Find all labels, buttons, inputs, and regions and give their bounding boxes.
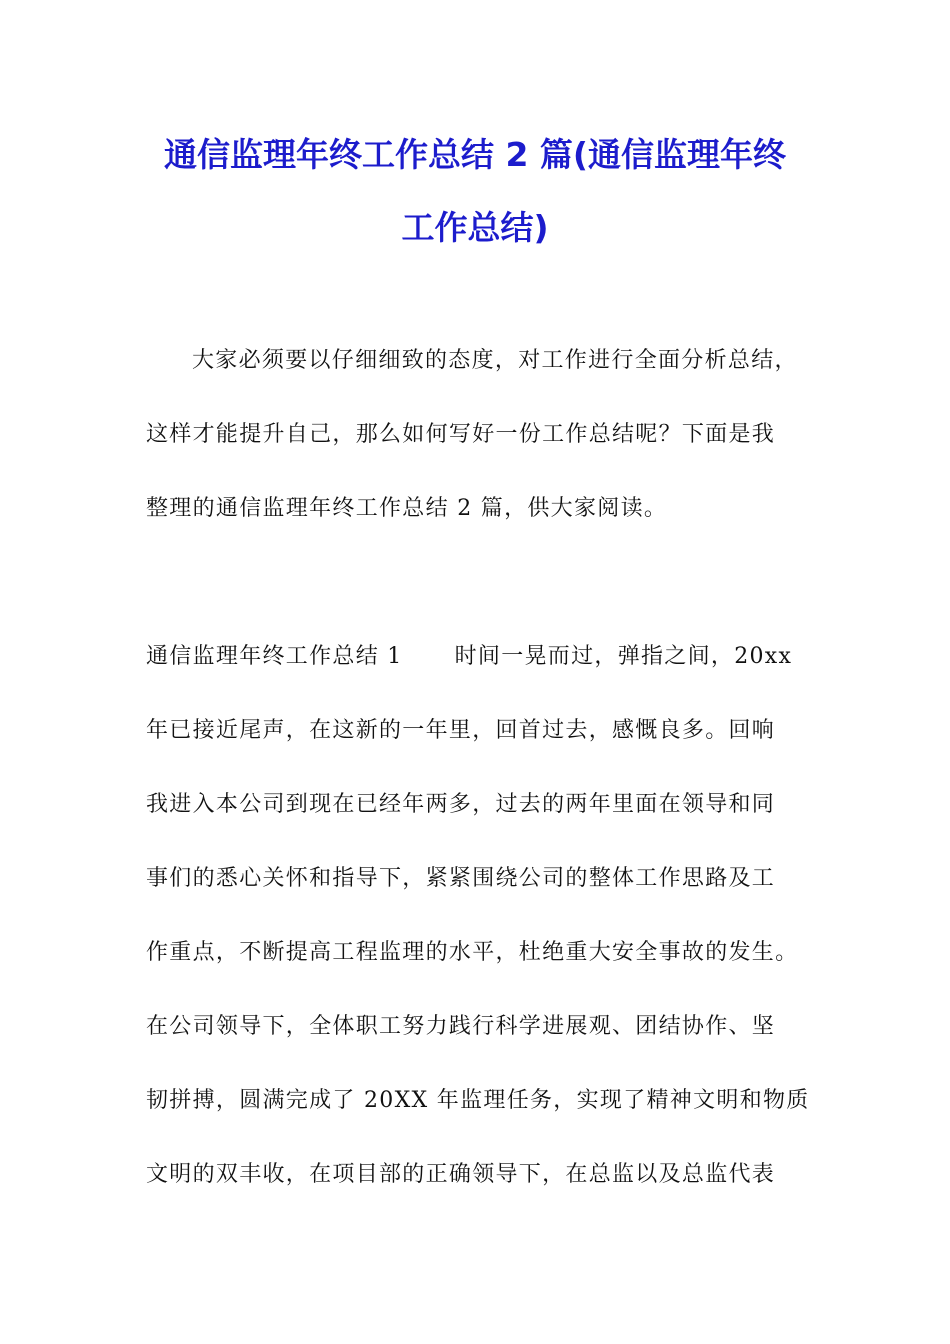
body-line: 在公司领导下，全体职工努力践行科学进展观、团结协作、坚 xyxy=(146,1014,776,1039)
section1-heading: 通信监理年终工作总结 1 xyxy=(146,644,403,669)
body-line: 我进入本公司到现在已经年两多，过去的两年里面在领导和同 xyxy=(146,792,776,817)
intro-line: 这样才能提升自己，那么如何写好一份工作总结呢？下面是我 xyxy=(146,422,776,447)
section1-first-line-text: 时间一晃而过，弹指之间，20xx xyxy=(454,644,793,669)
body-line: 作重点，不断提高工程监理的水平，杜绝重大安全事故的发生。 xyxy=(146,940,799,965)
intro-line: 大家必须要以仔细细致的态度，对工作进行全面分析总结， xyxy=(192,348,798,373)
document-title-line-2: 工作总结) xyxy=(401,208,549,247)
intro-line: 整理的通信监理年终工作总结 2 篇，供大家阅读。 xyxy=(146,496,668,521)
section1-first-line xyxy=(146,642,826,672)
body-line: 年已接近尾声，在这新的一年里，回首过去，感慨良多。回响 xyxy=(146,718,776,743)
body-line: 事们的悉心关怀和指导下，紧紧围绕公司的整体工作思路及工 xyxy=(146,866,776,891)
body-line: 文明的双丰收，在项目部的正确领导下，在总监以及总监代表 xyxy=(146,1162,776,1187)
document-title-line-1: 通信监理年终工作总结 2 篇(通信监理年终 xyxy=(163,135,787,174)
body-line: 韧拼搏，圆满完成了 20XX 年监理任务，实现了精神文明和物质 xyxy=(146,1088,810,1113)
